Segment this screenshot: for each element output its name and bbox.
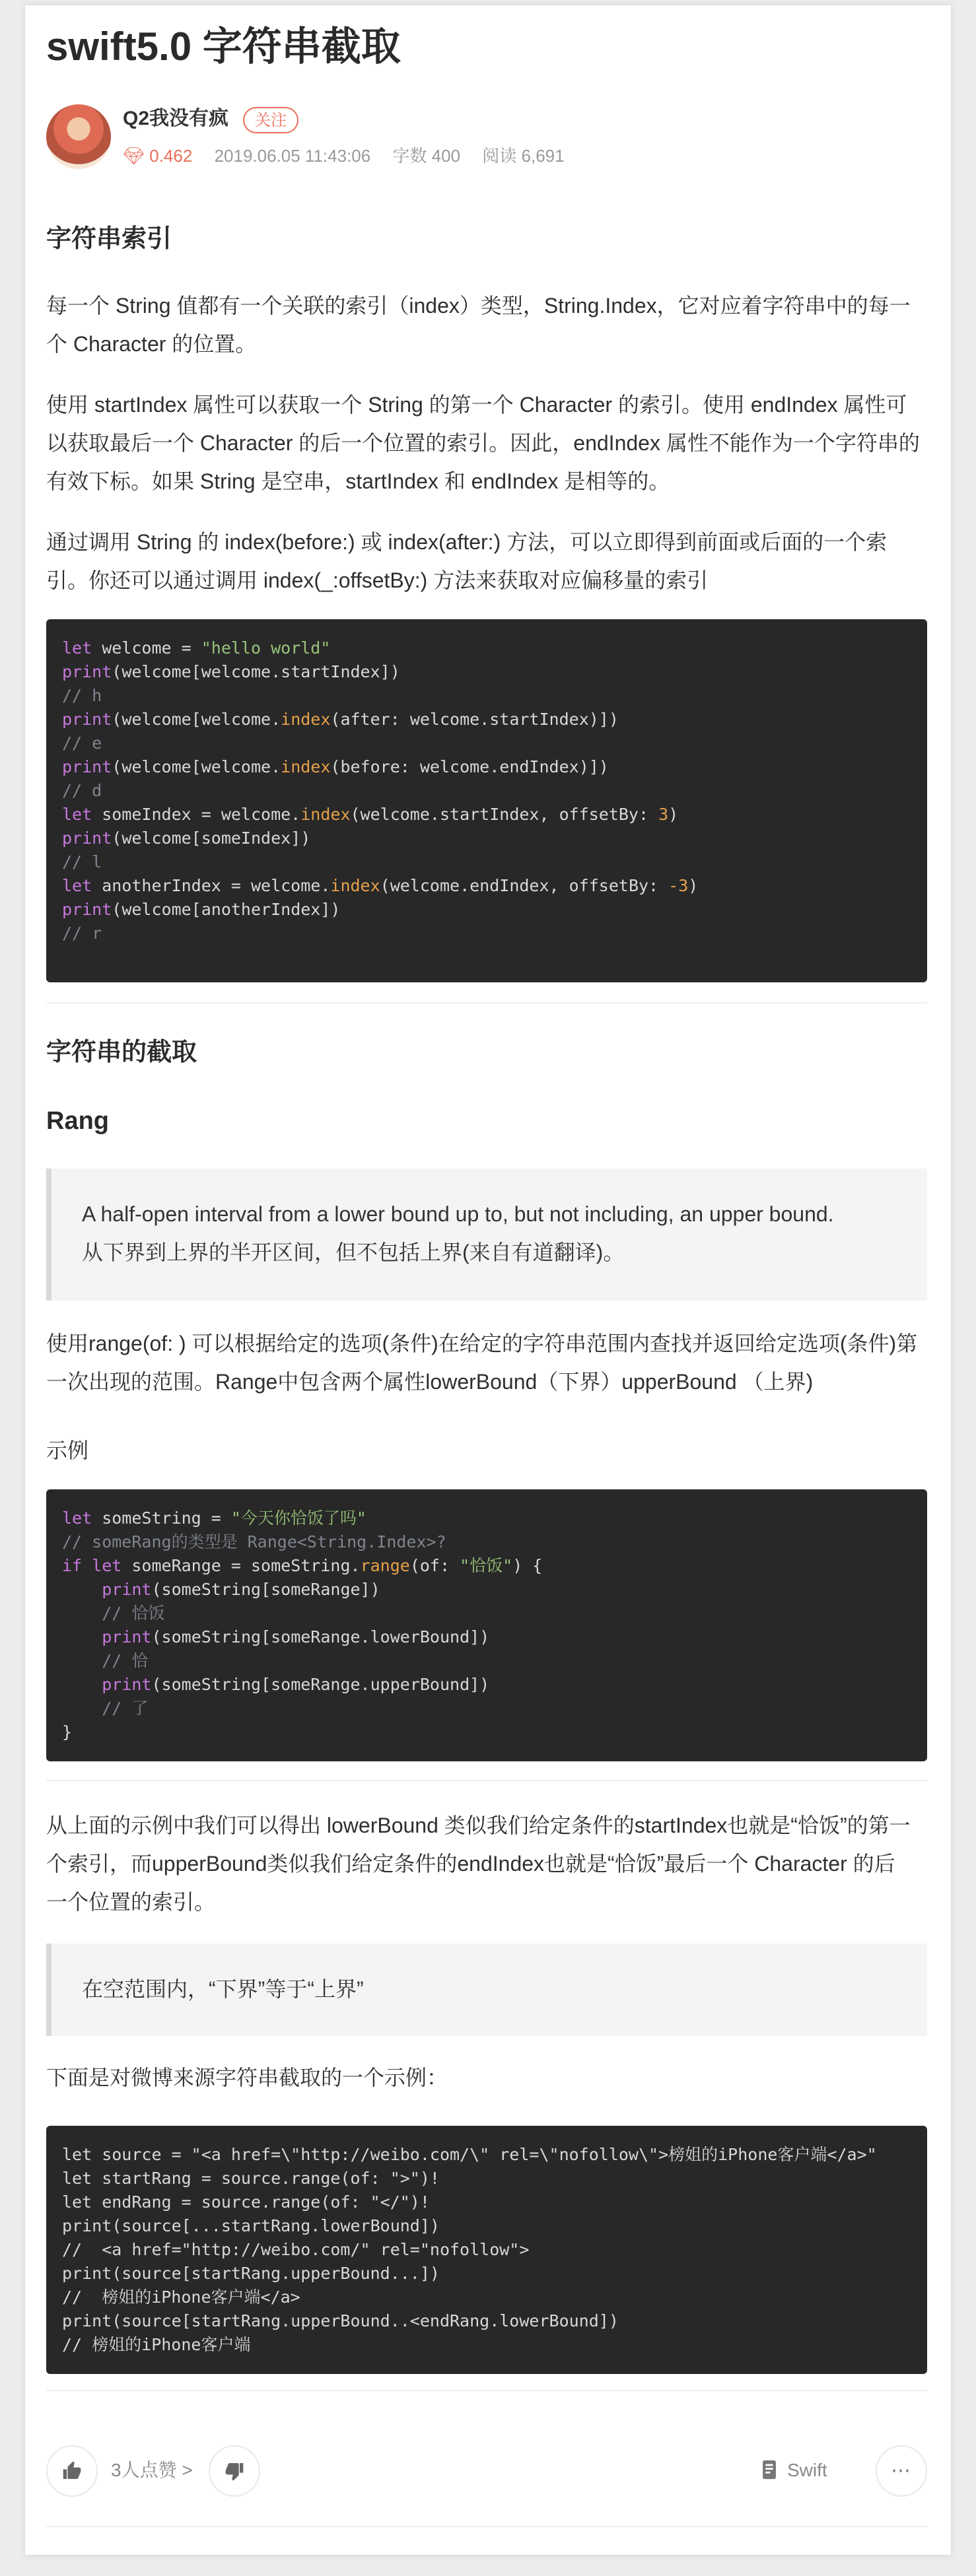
code-line: print(welcome[welcome.index(before: welcome.endIndex)]) [62, 757, 609, 776]
code-line: // d [62, 781, 102, 800]
code-line: // h [62, 686, 102, 705]
article-card [25, 5, 951, 2555]
code-line: let anotherIndex = welcome.index(welcome.endIndex, offsetBy: -3) [62, 876, 699, 895]
code-line: print(welcome[someIndex]) [62, 829, 311, 848]
notebook-tag-link[interactable]: Swift [787, 2460, 827, 2480]
like-count-link[interactable]: 3人点赞 > [111, 2460, 193, 2480]
paragraph-6: 从上面的示例中我们可以得出 lowerBound 类似我们给定条件的startIndex也就是“恰饭”的第一 个索引，而upperBound类似我们给定条件的endIndex也就是“恰饭”最后一个 Character 的后 一个位置的索引。 [46, 1813, 911, 1914]
divider [46, 2390, 927, 2391]
paragraph-3: 通过调用 String 的 index(before:) 或 index(after:) 方法，可以立即得到前面或后面的一个索 引。你还可以通过调用 index(_:offsetBy:) 方法来获取对应偏移量的索引 [46, 530, 888, 592]
code-line: let source = "<a href=\"http://weibo.com/\" rel=\"nofollow\">榜姐的iPhone客户端</a>" [62, 2145, 877, 2164]
like-button[interactable] [46, 2445, 98, 2497]
paragraph-7: 下面是对微博来源字符串截取的一个示例： [46, 2066, 448, 2089]
code-line: // 了 [62, 1699, 149, 1718]
code-line: print(someString[someRange.upperBound]) [102, 1675, 490, 1694]
read-count: 阅读 6,691 [482, 146, 565, 166]
paragraph-4: 使用range(of: ) 可以根据给定的选项(条件)在给定的字符串范围内查找并返回给定选项(条件)第 一次出现的范围。Range中包含两个属性lowerBound（下界）upperBound （上界) [46, 1332, 918, 1394]
author-avatar[interactable] [46, 104, 111, 169]
divider [46, 1002, 927, 1003]
more-icon: ⋯ [891, 2460, 912, 2482]
paragraph-1: 每一个 String 值都有一个关联的索引（index）类型，String.Index，它对应着字符串中的每一 个 Character 的位置。 [46, 294, 911, 356]
code-line: // r [62, 924, 102, 943]
code-line: // someRang的类型是 Range<String.Index>? [62, 1532, 446, 1551]
quote-range-definition: A half-open interval from a lower bound up to, but not including, an upper bound. 从下界到上界的半开区间，但不包括上界(来自有道翻译)。 [46, 1169, 927, 1301]
quote-empty-range: 在空范围内，“下界”等于“上界” [46, 1944, 927, 2036]
code-line: print(source[startRang.upperBound...]) [62, 2264, 440, 2283]
diamond-icon: 💎︎ [123, 146, 145, 166]
paragraph-2: 使用 startIndex 属性可以获取一个 String 的第一个 Character 的索引。使用 endIndex 属性可 以获取最后一个 Character 的后一个位置的索引。因此，endIndex 属性不能作为一个字符串的 有效下标。如果 String 是空串，startIndex 和 endIndex 是相等的。 [46, 393, 920, 493]
code-line: // 恰 [62, 1651, 149, 1670]
divider [46, 2526, 927, 2527]
code-line: let endRang = source.range(of: "</")! [62, 2192, 430, 2212]
thumb-down-icon [224, 2460, 245, 2482]
code-block-range [46, 1489, 927, 1761]
code-line: // <a href="http://weibo.com/" rel="nofollow"> [62, 2240, 530, 2259]
follow-button[interactable]: 关注 [243, 107, 298, 133]
more-button[interactable] [876, 2445, 927, 2497]
paragraph-example: 示例 [46, 1439, 89, 1462]
code-line: // e [62, 733, 102, 753]
author-name[interactable]: Q2我没有疯 [123, 108, 229, 129]
publish-date: 2019.06.05 11:43:06 [214, 146, 371, 166]
code-line: // 榜姐的iPhone客户端</a> [62, 2288, 300, 2307]
code-line: print(welcome[welcome.index(after: welcome.startIndex)]) [62, 710, 619, 729]
heading-string-slicing: 字符串的截取 [46, 1038, 197, 1066]
heading-string-index: 字符串索引 [46, 225, 172, 253]
code-line: print(source[startRang.upperBound..<endRang.lowerBound]) [62, 2311, 619, 2330]
code-line: } [62, 1722, 73, 1742]
code-block-index [46, 619, 927, 982]
code-line: let startRang = source.range(of: ">")! [62, 2169, 440, 2188]
divider [46, 1780, 927, 1781]
code-block-weibo [46, 2126, 927, 2374]
thumb-up-icon [61, 2460, 83, 2482]
code-line: // 榜姐的iPhone客户端 [62, 2335, 251, 2354]
code-line: print(welcome[welcome.startIndex]) [62, 662, 400, 681]
notebook-icon [759, 2458, 781, 2482]
code-line: if let someRange = someString.range(of: "恰饭") { [62, 1556, 543, 1575]
article-title: swift5.0 字符串截取 [46, 24, 401, 69]
article-footer [46, 2441, 927, 2507]
code-line: let welcome = "hello world" [62, 638, 331, 658]
code-line: // 恰饭 [62, 1604, 165, 1623]
heading-rang: Rang [46, 1107, 109, 1135]
word-count: 字数 400 [392, 146, 461, 166]
code-line: print(welcome[anotherIndex]) [62, 900, 341, 919]
code-line: print(someString[someRange.lowerBound]) [102, 1627, 490, 1646]
dislike-button[interactable] [209, 2445, 260, 2497]
code-line: print(source[...startRang.lowerBound]) [62, 2216, 440, 2235]
article-meta [123, 144, 565, 168]
code-line: print(someString[someRange]) [102, 1580, 380, 1599]
code-line: let someString = "今天你恰饭了吗" [62, 1508, 366, 1528]
code-line: let someIndex = welcome.index(welcome.startIndex, offsetBy: 3) [62, 805, 679, 824]
article-score: 0.462 [149, 146, 193, 166]
code-line: // l [62, 852, 102, 871]
